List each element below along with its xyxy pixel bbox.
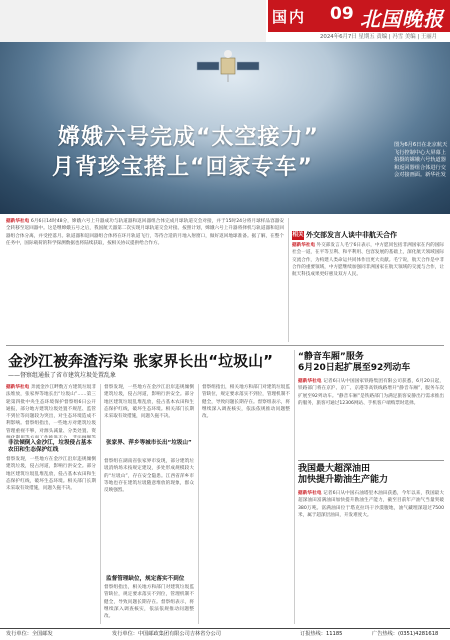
- story-headline: 金沙江被奔渣污染 张家界长出“垃圾山”: [8, 352, 273, 370]
- story-title: 我国最大超深油田 加快提升勘油生产能力: [298, 464, 389, 485]
- story-body: 记者6日从中国石油塔里木油田获悉，今年以来，我国最大超深油田富满油田加快提升勘油生产能力，截至目前年产油气当量突破380万吨。富满油田位于塔克拉玛干沙漠腹地，油气藏埋深超过7500米，属于超深层油田，开发难度大。: [298, 491, 444, 518]
- column-divider: [288, 218, 289, 342]
- masthead: [268, 0, 450, 32]
- story-subheadline: ——督察组通报了省市建筑垃圾处置乱象: [8, 372, 117, 379]
- story-byline: 据新华社电: [298, 379, 322, 384]
- section-divider: [6, 345, 444, 346]
- story-byline: 据新华社电: [298, 491, 322, 496]
- story-garbage-part1: 督察发现，一些地方在金沙江沿岸违规倾倒建筑垃圾，侵占河道，影响行洪安全。部分地区建筑垃圾乱堆乱放，侵占基本农田和生态保护红线，破坏生态环境。相关部门长期未采取有效措施，问题久拖不决。: [6, 457, 96, 492]
- footer-printer: 发行单位：中国邮政集团有限公司吉林省分公司: [112, 631, 221, 637]
- story-body: 记者6日从中国国家铁路集团有限公司获悉，6月20日起，铁路部门将在京沪、京广、京港等高铁线路增开“静音车厢”，服务车次扩展至92列动车。“静音车厢”是铁路部门为满足旅客安静出行需求推出的服务，旅客可通过12306网站、手机客户端购票时选择。: [298, 379, 444, 406]
- section-divider: [298, 460, 444, 461]
- subsection-title: 张家界、萍乡等城市长出“垃圾山”: [106, 440, 192, 446]
- photo-caption: 图为6月6日在北京航天飞行控制中心大屏幕上拍摄的嫦娥六号轨道器和返回器组合体进行交会对接画面。新华社发: [394, 142, 448, 179]
- page-number: 09: [330, 4, 354, 24]
- story-byline: 据新华社电: [6, 385, 30, 390]
- spacecraft-icon: [195, 46, 261, 86]
- story-train: [298, 378, 444, 458]
- story-body: 6月6日14时48分，嫦娥六号上升器成功与轨道器和返回器组合体完成月球轨道交会对接，并于15时24分将月球样品容器安全转移至返回器中。这是继嫦娥五号之后，我国航天器第二次实现月球轨道交会对接。按照计划，嫦娥六号上升器将择机与轨道器和返回器组合体分离，并受控落月。轨道器和返回器组合体将在环月轨道飞行，等待合适的月地入射窗口，做好返回地球准备。据了解，在整个任务中，国际载荷的科学探测数据也将陆续获取，按相关协议提供给合作方。: [6, 219, 284, 246]
- page-footer: [0, 628, 450, 640]
- story-byline: 据新华社电: [6, 219, 30, 224]
- story-title: 外交部发言人谈中非航天合作: [306, 231, 397, 239]
- footer-ad-phone: 广告热线：(0351)4281618: [372, 631, 439, 637]
- story-garbage-intro: [6, 384, 96, 438]
- date-line: 2024年6月7日 星期五 责编 | 冯雪 美编 | 王丽月: [320, 34, 438, 40]
- hero-photo: [0, 42, 450, 214]
- story-garbage-part2: 督察组在湖南省张家界市发现，部分建筑垃圾消纳场未按规定建设，多处形成规模较大的“垃圾山”，存在安全隐患。江西省萍乡市等地也存在建筑垃圾随意堆放的现象，群众反映强烈。: [104, 459, 194, 494]
- top-bar: [0, 0, 450, 42]
- column-divider: [100, 384, 101, 624]
- column-divider: [198, 384, 199, 624]
- story-spacecraft: [6, 218, 284, 342]
- hero-title-line1: 嫦娥六号完成“太空接力”: [58, 125, 319, 150]
- story-garbage-col2: 督察发现，一些地方在金沙江沿岸违规倾倒建筑垃圾，侵占河道，影响行洪安全。部分地区建筑垃圾乱堆乱放，侵占基本农田和生态保护红线，破坏生态环境。相关部门长期未采取有效措施，问题久拖不决。: [104, 385, 194, 420]
- related-badge: 相关: [292, 232, 304, 238]
- footer-publisher: 发行单位：全国邮发: [6, 631, 53, 637]
- story-oilfield: [298, 490, 444, 624]
- newspaper-logo: 北国晚报: [360, 7, 444, 31]
- section-name: 国内: [272, 8, 307, 26]
- subsection-title: 监督管理缺位，规定落实不到位: [106, 576, 185, 582]
- story-garbage-part3: 督察组指出，相关地方和部门对建筑垃圾监管缺位，规定要求落实不到位，管理机制不健全，导致问题长期存在。督察组表示，将继续深入调查核实，依法依规推动问题整改。: [104, 585, 194, 620]
- story-garbage-col3: 督察组指出，相关地方和部门对建筑垃圾监管缺位，规定要求落实不到位，管理机制不健全，导致问题长期存在。督察组表示，将继续深入调查核实，依法依规推动问题整改。: [202, 385, 290, 420]
- top-ad-area: [0, 0, 266, 42]
- column-divider: [294, 350, 295, 624]
- story-body: 奔流金沙江畔数万方建筑垃圾非法堆放，张家界等地长出“垃圾山”……第三轮第四批中央生态环境保护督察组6日公开通报，部分地方建筑垃圾处置不规范、监管不到位等问题较为突出，对生态环境造成不利影响。督察组指出，一些地方对建筑垃圾管理重视不够，对源头减量、分类处置、资: [6, 385, 96, 434]
- story-title: “静音车厢”服务 6月20日起扩展至92列动车: [298, 352, 411, 373]
- footer-subscription: 订报热线：11185: [300, 631, 343, 637]
- story-byline: 据新华社电: [292, 243, 316, 248]
- hero-title-line2: 月背珍宝搭上“回家专车”: [52, 155, 313, 180]
- story-body: 外交部发言人毛宁6日表示，中方愿同包括非洲国家在内的国际社会一道，在平等互利、和平利用、包容发展的基础上，深化航天领域国际交流合作，为构建人类命运共同体作出更大贡献。毛宁说，航天合作是中非合作的重要领域，中方愿继续加强同非洲国家在航天领域的交流与合作，让航天科技成果更好惠及双方人民。: [292, 243, 444, 278]
- subsection-title: 非法倾倒入金沙江，垃圾侵占基本农田和生态保护红线: [8, 440, 92, 453]
- story-diplomacy: [292, 242, 444, 342]
